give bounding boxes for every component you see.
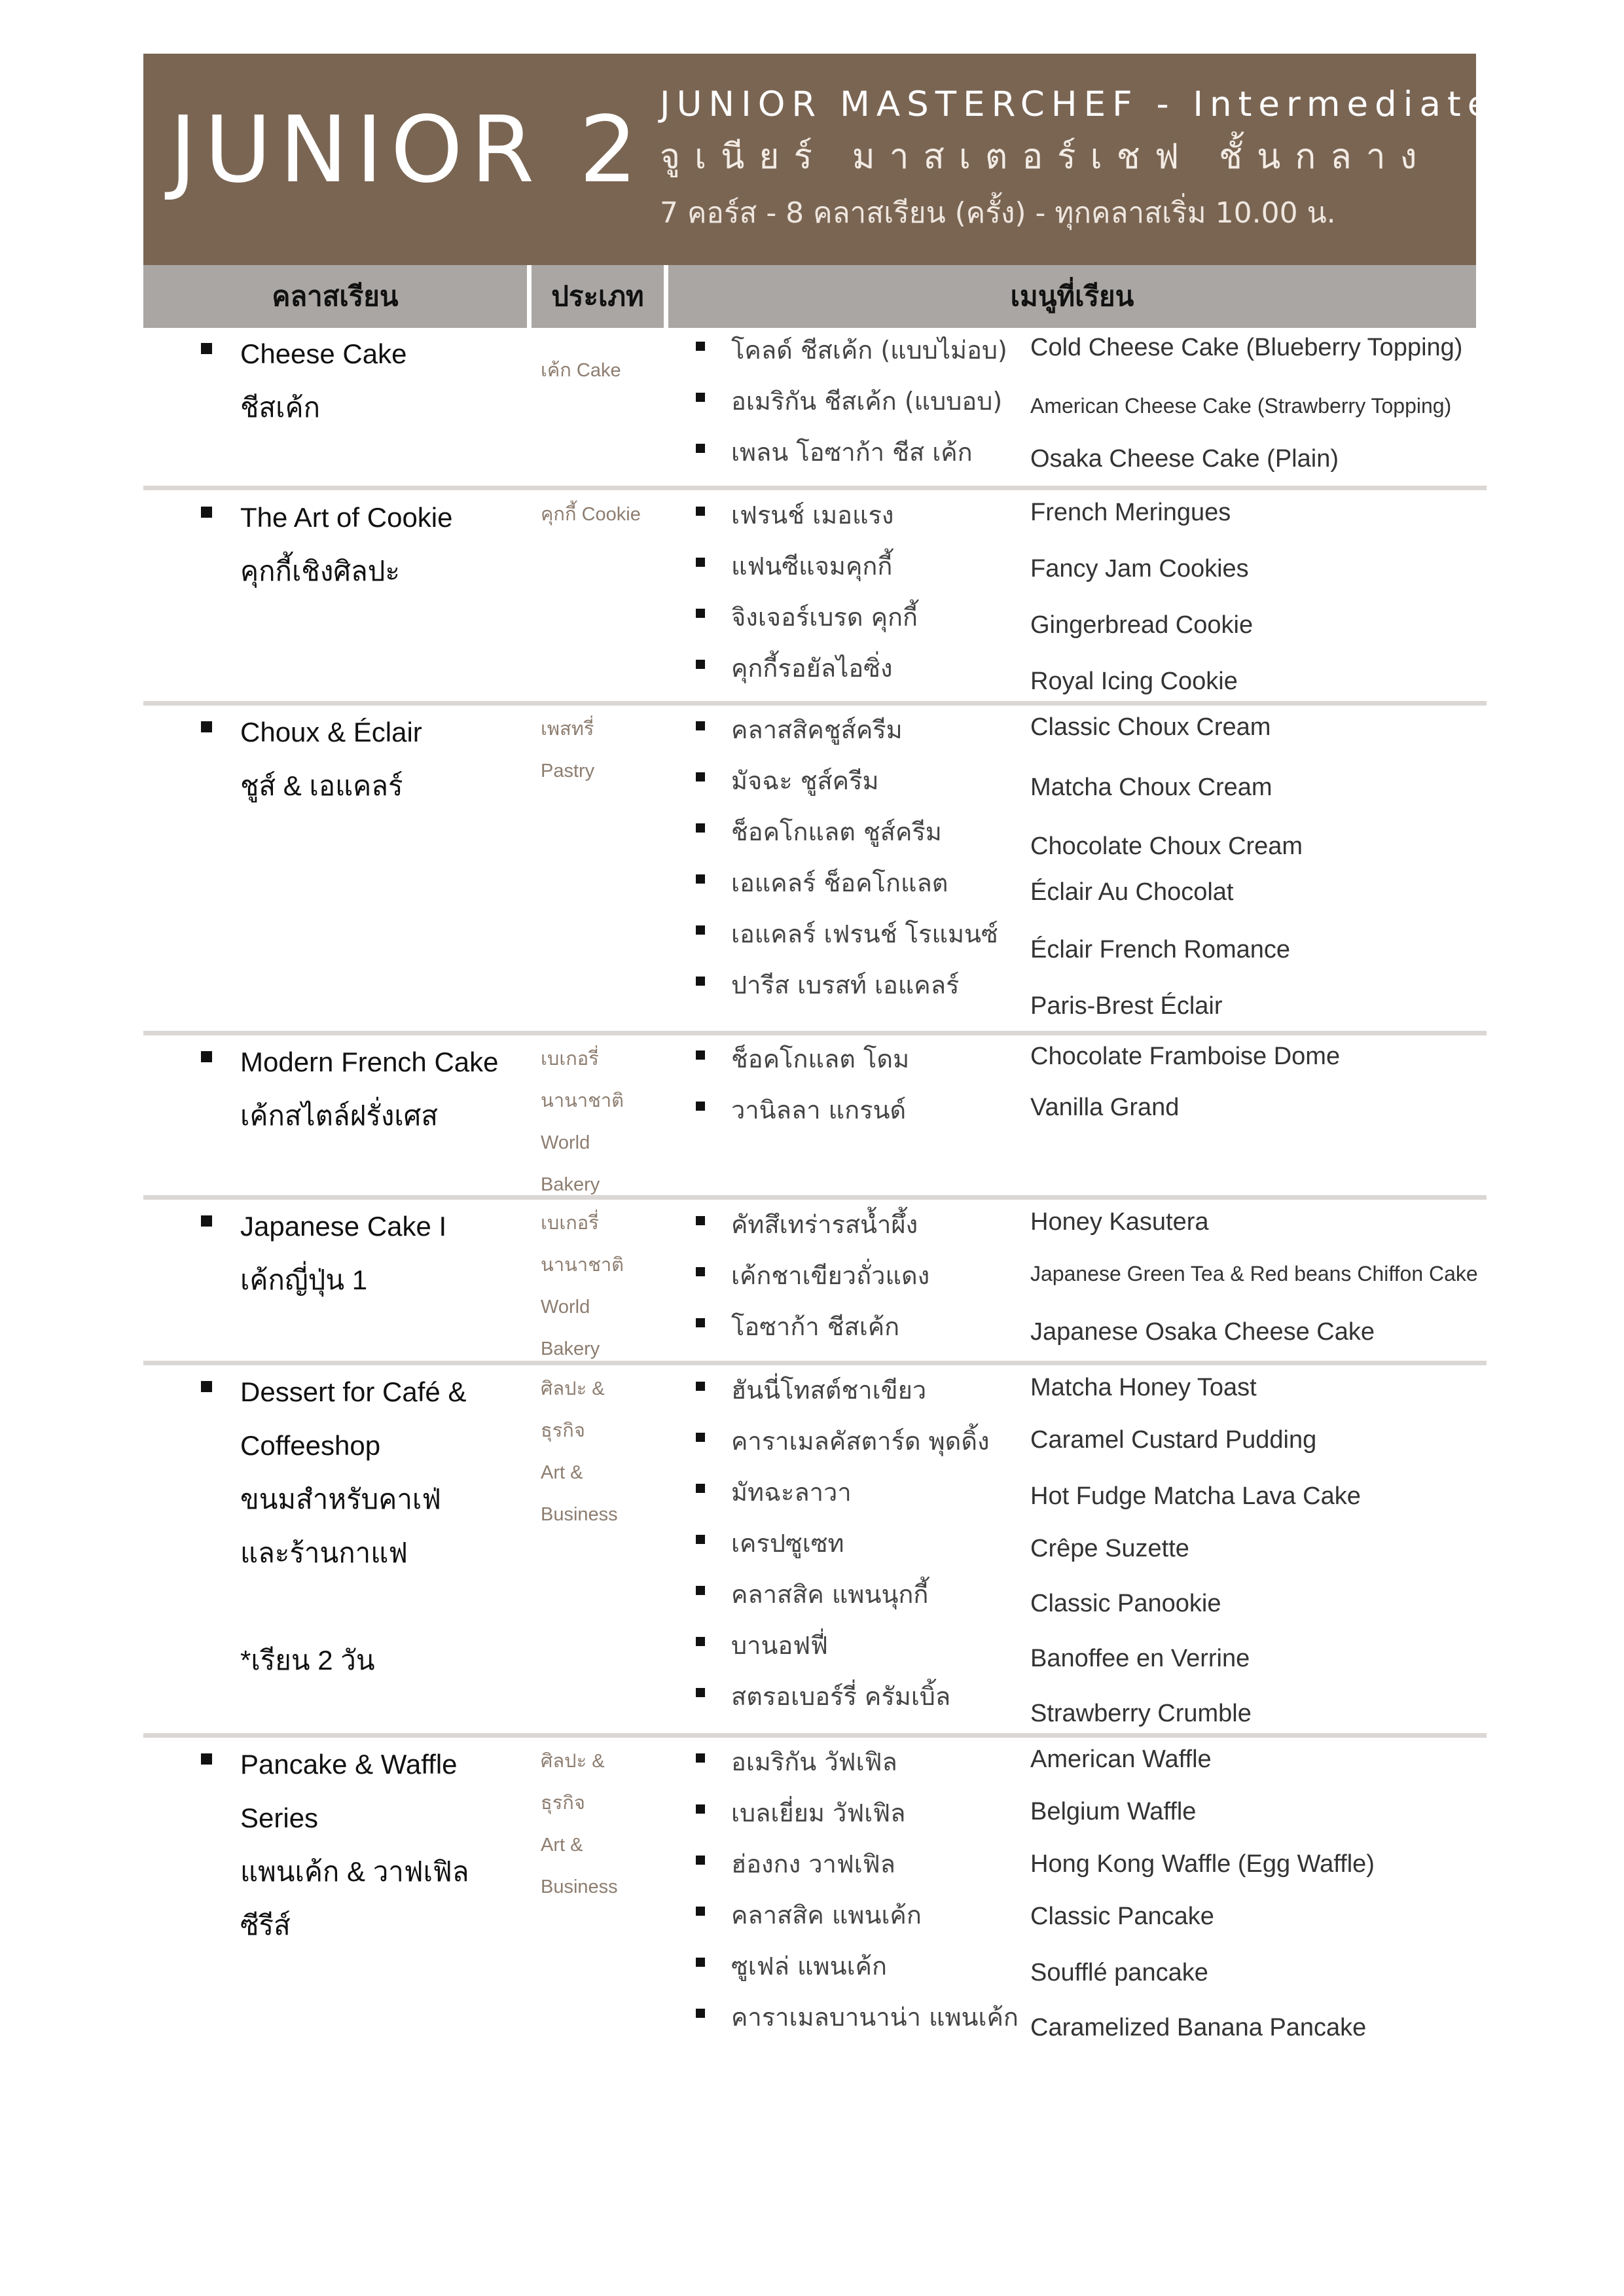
course-level-th: จูเนียร์ มาสเตอร์เชฟ ชั้นกลาง xyxy=(660,137,1432,177)
menu-item-thai: ฮ่องกง วาฟเฟิล xyxy=(731,1850,895,1878)
menu-item-english: Soufflé pancake xyxy=(1030,1959,1208,1986)
menu-item-english: Crêpe Suzette xyxy=(1030,1535,1189,1562)
menu-item-english: Strawberry Crumble xyxy=(1030,1700,1252,1727)
course-type: Pastry xyxy=(541,761,595,781)
course-type: ธุรกิจ xyxy=(541,1793,585,1814)
menu-bullet-icon xyxy=(696,558,705,567)
menu-item-thai: คลาสสิค แพนเค้ก xyxy=(731,1901,922,1929)
course-name: The Art of Cookie xyxy=(240,502,453,533)
menu-item-english: Japanese Osaka Cheese Cake xyxy=(1030,1318,1375,1346)
menu-item-english: Caramel Custard Pudding xyxy=(1030,1426,1317,1454)
menu-item-english: Osaka Cheese Cake (Plain) xyxy=(1030,445,1339,473)
course-bullet-icon xyxy=(201,507,212,518)
course-name: แพนเค้ก & วาฟเฟิล xyxy=(240,1856,469,1887)
course-bullet-icon xyxy=(201,1753,212,1765)
menu-item-english: Chocolate Framboise Dome xyxy=(1030,1043,1341,1070)
menu-bullet-icon xyxy=(696,1382,705,1391)
menu-bullet-icon xyxy=(696,772,705,781)
menu-bullet-icon xyxy=(696,1586,705,1595)
course-bullet-icon xyxy=(201,721,212,732)
menu-item-thai: คาราเมลคัสตาร์ด พุดดิ้ง xyxy=(731,1427,990,1456)
course-name: ซีรีส์ xyxy=(240,1910,291,1941)
menu-bullet-icon xyxy=(696,507,705,516)
menu-item-thai: มัจฉะ ชูส์ครีม xyxy=(731,766,879,795)
menu-bullet-icon xyxy=(696,1216,705,1225)
course-name: คุกกี้เชิงศิลปะ xyxy=(240,556,400,586)
menu-item-english: Banoffee en Verrine xyxy=(1030,1645,1250,1672)
page-title: JUNIOR 2 xyxy=(170,97,645,204)
course-type: Art & xyxy=(541,1462,583,1483)
course-summary: 7 คอร์ส - 8 คลาสเรียน (ครั้ง) - ทุกคลาสเริ่ม 10.00 น. xyxy=(660,196,1336,230)
course-level-en: JUNIOR MASTERCHEF - Intermediate xyxy=(660,84,1496,124)
menu-bullet-icon xyxy=(696,1433,705,1442)
course-name: Cheese Cake xyxy=(240,338,407,369)
menu-bullet-icon xyxy=(696,342,705,351)
row-divider xyxy=(143,1733,1487,1738)
menu-item-thai: จิงเจอร์เบรด คุกกี้ xyxy=(731,603,918,632)
course-type: Bakery xyxy=(541,1174,600,1195)
menu-item-english: Fancy Jam Cookies xyxy=(1030,555,1249,583)
menu-item-english: Classic Choux Cream xyxy=(1030,713,1271,741)
menu-item-thai: เครปซูเซท xyxy=(731,1529,844,1558)
menu-bullet-icon xyxy=(696,393,705,402)
course-type: World xyxy=(541,1132,590,1153)
menu-bullet-icon xyxy=(696,1907,705,1916)
menu-item-thai: แฟนซีแจมคุกกี้ xyxy=(731,552,893,581)
menu-bullet-icon xyxy=(696,1688,705,1697)
menu-item-thai: วานิลลา แกรนด์ xyxy=(731,1096,907,1124)
menu-bullet-icon xyxy=(696,1102,705,1111)
course-type: เพสทรี่ xyxy=(541,719,594,740)
menu-bullet-icon xyxy=(696,977,705,986)
row-divider xyxy=(143,1031,1487,1035)
menu-bullet-icon xyxy=(696,1753,705,1763)
menu-bullet-icon xyxy=(696,925,705,935)
menu-item-thai: มัทฉะลาวา xyxy=(731,1478,852,1507)
menu-item-english: French Meringues xyxy=(1030,499,1231,526)
header-banner xyxy=(143,54,1496,265)
menu-bullet-icon xyxy=(696,1535,705,1544)
course-name: ชีสเค้ก xyxy=(240,392,321,423)
course-name: เค้กสไตล์ฝรั่งเศส xyxy=(240,1100,438,1131)
course-name: Japanese Cake I xyxy=(240,1211,447,1242)
course-bullet-icon xyxy=(201,1215,212,1227)
menu-item-thai: คลาสสิคชูส์ครีม xyxy=(731,715,903,744)
course-type: World xyxy=(541,1297,590,1318)
column-header-type: ประเภท xyxy=(532,265,664,328)
menu-bullet-icon xyxy=(696,1050,705,1060)
menu-item-thai: คัทสึเทร่ารสน้ำผึ้ง xyxy=(731,1210,918,1239)
menu-item-thai: ฮันนี่โทสต์ชาเขียว xyxy=(731,1376,927,1405)
row-divider xyxy=(143,701,1487,706)
menu-item-thai: สตรอเบอร์รี่ ครัมเบิ้ล xyxy=(731,1682,951,1711)
course-type: เบเกอรี่ xyxy=(541,1049,599,1069)
menu-item-english: Japanese Green Tea & Red beans Chiffon Cake xyxy=(1030,1262,1478,1285)
menu-item-thai: โอซาก้า ชีสเค้ก xyxy=(731,1312,900,1341)
course-name: Coffeeshop xyxy=(240,1430,381,1461)
menu-item-thai: ช็อคโกแลต โดม xyxy=(731,1045,910,1073)
menu-item-english: Caramelized Banana Pancake xyxy=(1030,2014,1367,2041)
menu-item-english: Vanilla Grand xyxy=(1030,1094,1180,1121)
menu-item-english: Cold Cheese Cake (Blueberry Topping) xyxy=(1030,334,1463,361)
menu-item-english: Belgium Waffle xyxy=(1030,1798,1197,1825)
menu-item-thai: อเมริกัน วัฟเฟิล xyxy=(731,1748,897,1776)
course-type: Art & xyxy=(541,1835,583,1856)
menu-item-english: Éclair Au Chocolat xyxy=(1030,878,1234,906)
course-name: ขนมสำหรับคาเฟ่ xyxy=(240,1484,442,1515)
menu-item-english: Matcha Choux Cream xyxy=(1030,774,1272,801)
row-divider xyxy=(143,486,1487,490)
course-type: ศิลปะ & xyxy=(541,1378,605,1399)
menu-item-thai: เอแคลร์ ช็อคโกแลต xyxy=(731,869,948,897)
menu-item-thai: เอแคลร์ เฟรนช์ โรแมนซ์ xyxy=(731,920,998,948)
menu-bullet-icon xyxy=(696,1958,705,1967)
menu-item-thai: คลาสสิค แพนนุกกี้ xyxy=(731,1580,929,1609)
menu-bullet-icon xyxy=(696,1484,705,1493)
course-name: Series xyxy=(240,1803,319,1833)
course-type: Business xyxy=(541,1504,618,1525)
menu-item-thai: คุกกี้รอยัลไอซิ่ง xyxy=(731,654,893,683)
menu-item-thai: เบลเยี่ยม วัฟเฟิล xyxy=(731,1799,906,1827)
menu-item-english: Matcha Honey Toast xyxy=(1030,1374,1257,1401)
menu-item-english: Hot Fudge Matcha Lava Cake xyxy=(1030,1482,1361,1510)
menu-item-thai: บานอฟฟี่ xyxy=(731,1631,829,1660)
menu-bullet-icon xyxy=(696,2009,705,2018)
course-type: คุกกี้ Cookie xyxy=(541,504,641,525)
menu-item-english: Gingerbread Cookie xyxy=(1030,611,1254,639)
menu-item-thai: ปารีส เบรสท์ เอแคลร์ xyxy=(731,971,960,999)
course-bullet-icon xyxy=(201,1381,212,1392)
menu-bullet-icon xyxy=(696,1804,705,1814)
course-name: Dessert for Café & xyxy=(240,1376,467,1407)
course-name: Modern French Cake xyxy=(240,1047,499,1077)
menu-item-english: American Waffle xyxy=(1030,1746,1212,1773)
course-name: เค้กญี่ปุ่น 1 xyxy=(240,1265,368,1295)
menu-bullet-icon xyxy=(696,609,705,618)
menu-item-english: Classic Pancake xyxy=(1030,1903,1214,1930)
menu-item-thai: โคลด์ ชีสเค้ก (แบบไม่อบ) xyxy=(731,336,1007,365)
course-type: นานาชาติ xyxy=(541,1090,624,1111)
menu-item-english: Royal Icing Cookie xyxy=(1030,668,1238,695)
menu-item-thai: ซูเฟล่ แพนเค้ก xyxy=(731,1952,887,1981)
column-header-menu: เมนูที่เรียน xyxy=(668,265,1476,328)
menu-item-english: Éclair French Romance xyxy=(1030,936,1291,963)
course-type: เค้ก Cake xyxy=(541,360,621,381)
course-type: ธุรกิจ xyxy=(541,1420,585,1441)
course-name: Choux & Éclair xyxy=(240,717,422,747)
course-bullet-icon xyxy=(201,1051,212,1062)
course-name: ชูส์ & เอแคลร์ xyxy=(240,770,403,801)
menu-item-thai: เฟรนช์ เมอแรง xyxy=(731,501,894,529)
course-type: ศิลปะ & xyxy=(541,1751,605,1772)
row-divider xyxy=(143,1195,1487,1200)
course-type: Bakery xyxy=(541,1338,600,1359)
course-bullet-icon xyxy=(201,343,212,354)
row-divider xyxy=(143,1361,1487,1365)
menu-item-english: Classic Panookie xyxy=(1030,1590,1221,1617)
menu-item-thai: ช็อคโกแลต ชูส์ครีม xyxy=(731,817,942,846)
menu-bullet-icon xyxy=(696,1318,705,1327)
menu-item-english: Honey Kasutera xyxy=(1030,1208,1209,1236)
course-name: Pancake & Waffle xyxy=(240,1749,458,1780)
menu-item-english: Paris-Brest Éclair xyxy=(1030,992,1223,1020)
menu-bullet-icon xyxy=(696,444,705,453)
course-name: และร้านกาแฟ xyxy=(240,1537,408,1568)
menu-bullet-icon xyxy=(696,660,705,669)
menu-bullet-icon xyxy=(696,1267,705,1276)
menu-item-english: Chocolate Choux Cream xyxy=(1030,833,1303,860)
course-type: เบเกอรี่ xyxy=(541,1213,599,1234)
menu-item-english: American Cheese Cake (Strawberry Topping) xyxy=(1030,394,1452,418)
menu-item-english: Hong Kong Waffle (Egg Waffle) xyxy=(1030,1850,1375,1878)
menu-bullet-icon xyxy=(696,874,705,884)
column-header-class: คลาสเรียน xyxy=(143,265,527,328)
menu-item-thai: คาราเมลบานาน่า แพนเค้ก xyxy=(731,2003,1019,2032)
menu-item-thai: อเมริกัน ชีสเค้ก (แบบอบ) xyxy=(731,387,1003,416)
course-type: นานาชาติ xyxy=(541,1255,624,1276)
menu-bullet-icon xyxy=(696,823,705,833)
menu-item-thai: เค้กชาเขียวถั่วแดง xyxy=(731,1261,930,1290)
course-name: *เรียน 2 วัน xyxy=(240,1645,375,1676)
menu-item-thai: เพลน โอซาก้า ชีส เค้ก xyxy=(731,438,973,467)
course-type: Business xyxy=(541,1876,618,1897)
menu-bullet-icon xyxy=(696,721,705,730)
menu-bullet-icon xyxy=(696,1856,705,1865)
menu-bullet-icon xyxy=(696,1637,705,1646)
